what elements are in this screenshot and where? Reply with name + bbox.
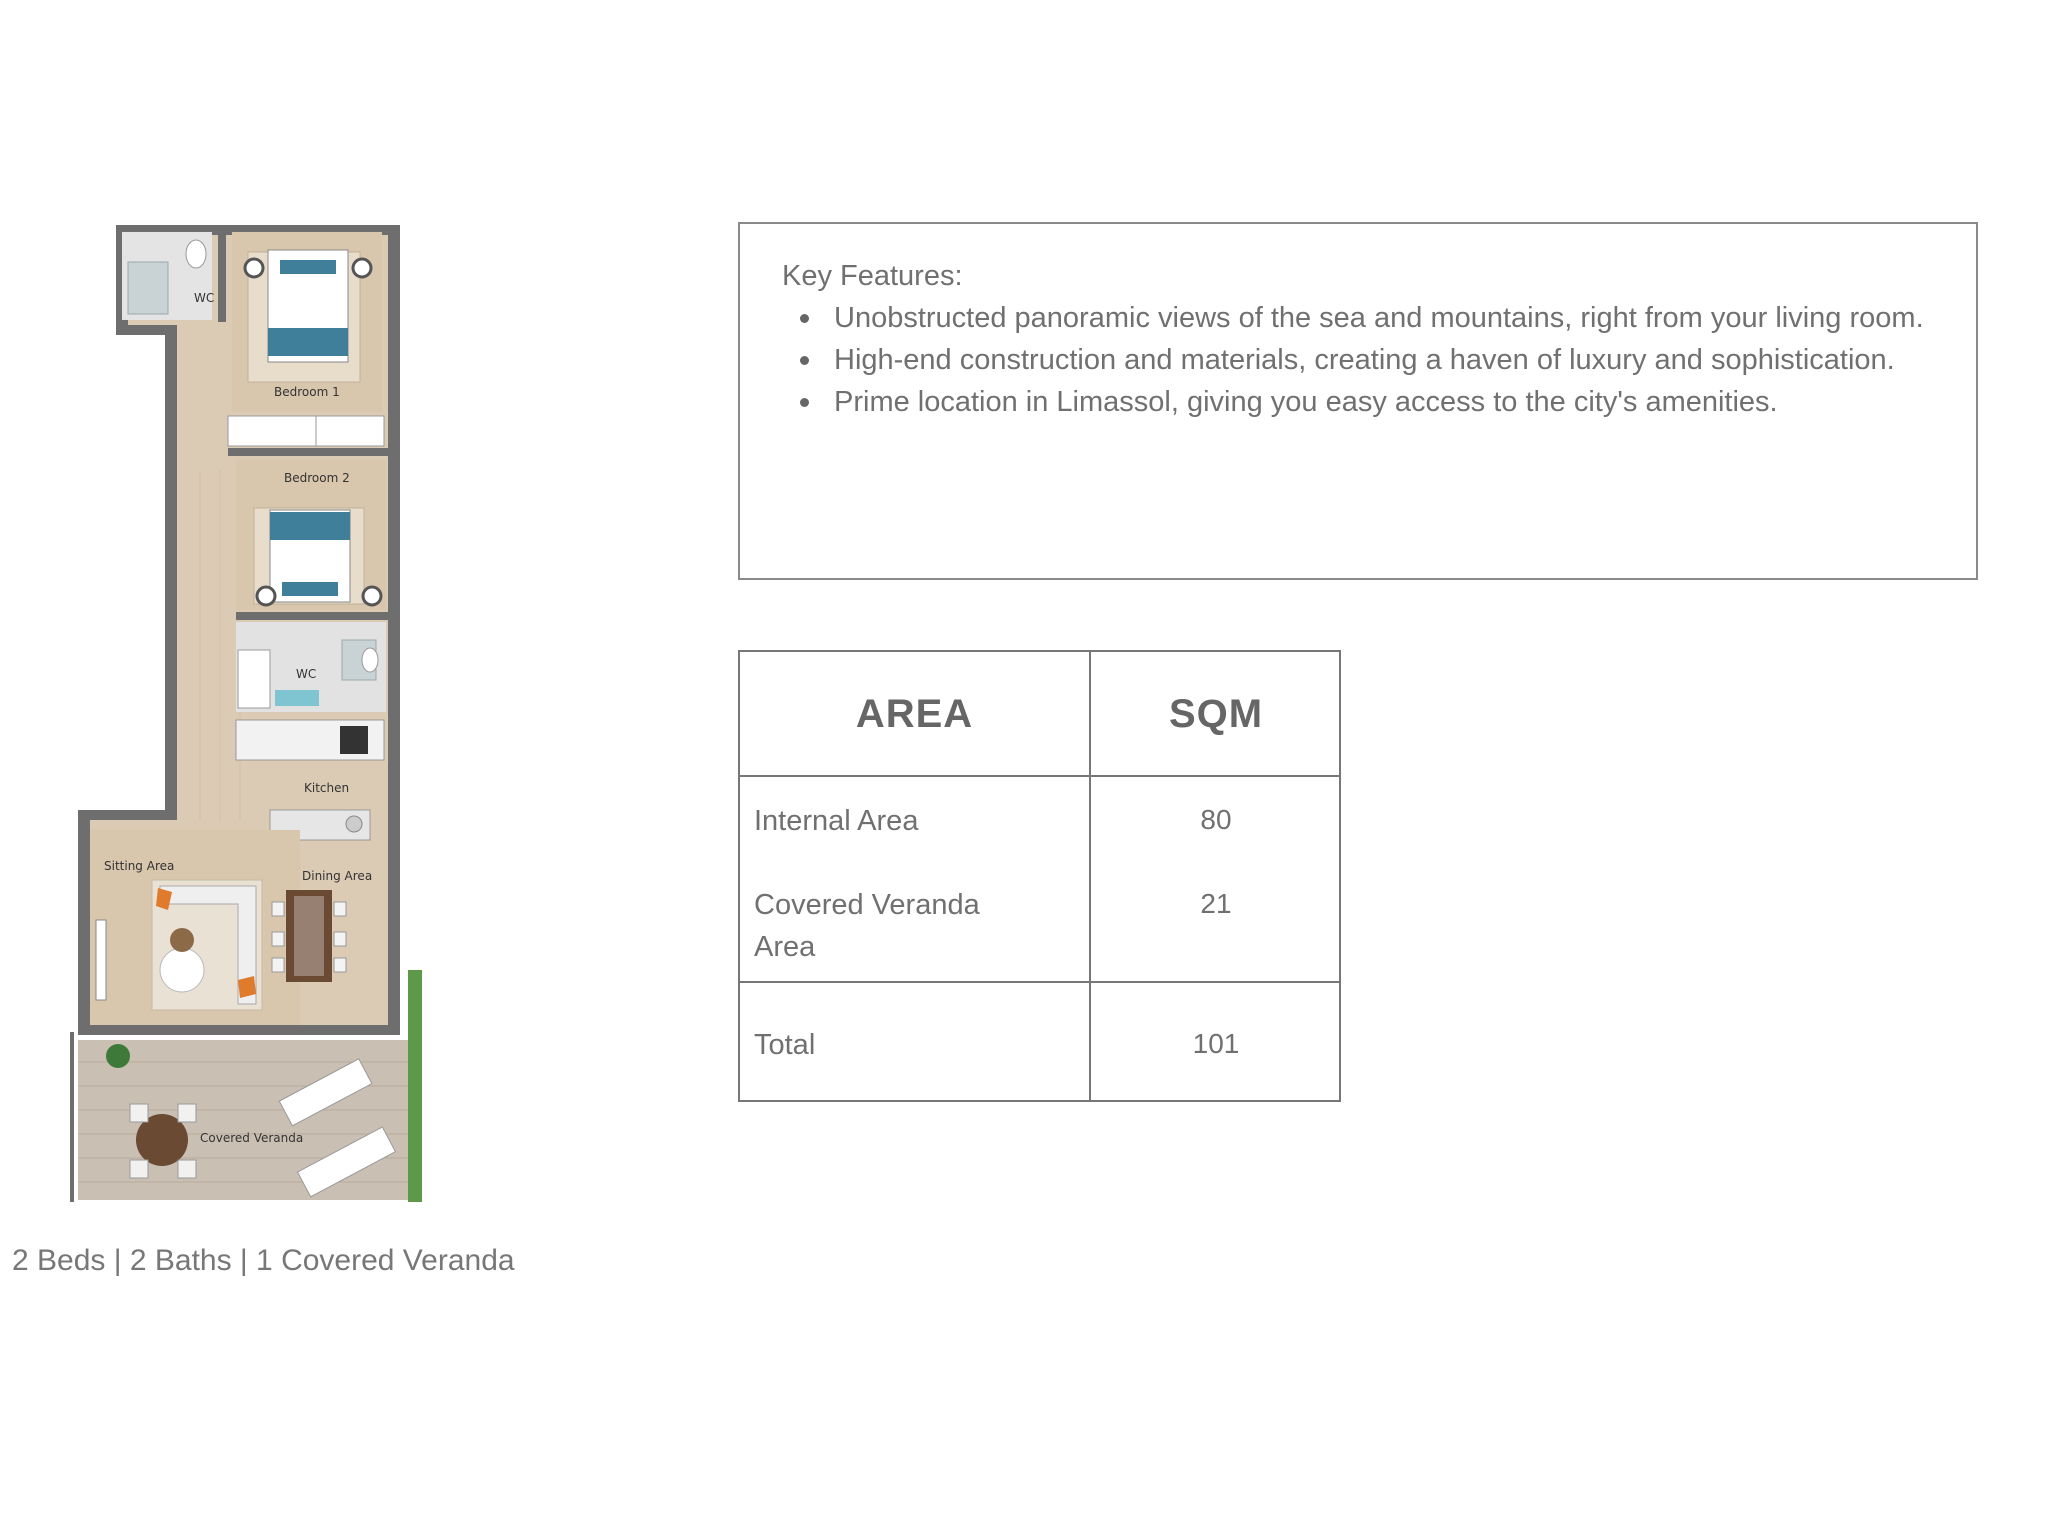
feature-item: High-end construction and materials, creating a haven of luxury and sophistication. xyxy=(794,339,1936,381)
row-value-total: 101 xyxy=(1192,1028,1240,1059)
key-features-title: Key Features: xyxy=(782,260,963,292)
row-value-veranda: 21 xyxy=(1200,888,1232,919)
floor-plan xyxy=(70,220,460,1210)
label-bedroom2: Bedroom 2 xyxy=(284,471,350,485)
label-sitting: Sitting Area xyxy=(104,859,175,873)
row-label-veranda: Covered Veranda Area xyxy=(754,889,980,963)
area-table xyxy=(738,650,1341,1102)
row-value-internal: 80 xyxy=(1200,804,1232,835)
floor-plan-drawing xyxy=(70,220,460,1210)
table-divider xyxy=(740,981,1339,983)
column-header-sqm: SQM xyxy=(1168,692,1264,736)
label-dining: Dining Area xyxy=(302,869,373,883)
unit-summary-caption: 2 Beds | 2 Baths | 1 Covered Veranda xyxy=(12,1244,515,1277)
column-header-area: AREA xyxy=(855,692,974,736)
row-label-total: Total xyxy=(754,1029,816,1061)
key-features-list xyxy=(782,297,1936,423)
label-kitchen: Kitchen xyxy=(304,781,350,795)
feature-item: Prime location in Limassol, giving you easy access to the city's amenities. xyxy=(794,381,1936,423)
label-wc-mid: WC xyxy=(296,667,317,681)
label-bedroom1: Bedroom 1 xyxy=(274,385,340,399)
label-wc-top: WC xyxy=(194,291,215,305)
row-label-internal: Internal Area xyxy=(754,805,919,837)
key-features-box xyxy=(738,222,1978,580)
label-veranda: Covered Veranda xyxy=(200,1131,304,1145)
planter xyxy=(408,970,422,1202)
feature-item: Unobstructed panoramic views of the sea and mountains, right from your living room. xyxy=(794,297,1936,339)
